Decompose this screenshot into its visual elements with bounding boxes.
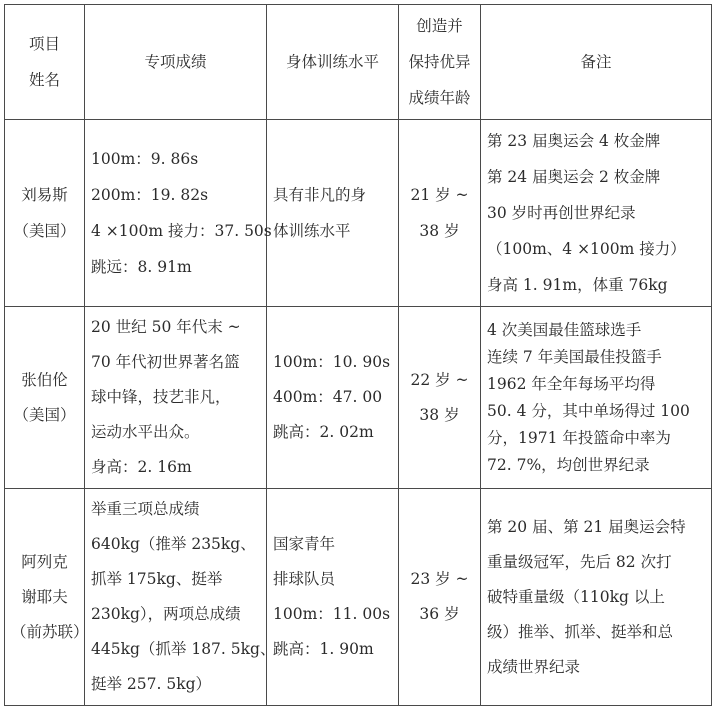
name-cell [5,307,85,489]
cell-text: 72. 7%，均创世界纪录 [487,455,650,474]
training-cell [267,307,399,489]
achievement-cell [85,120,272,307]
age-cell [399,120,481,307]
cell-text: 20 世纪 50 年代末 ~ [91,318,241,336]
cell-text: 50. 4 分，其中单场得过 100 [487,401,690,420]
cell-text: 30 岁时再创世界纪录 [487,204,636,222]
cell-text: 分，1971 年投篮命中率为 [487,428,671,447]
athlete-table [4,4,712,706]
cell-text: 体训练水平 [273,222,351,240]
notes-cell [481,120,712,307]
header-achievement [85,5,267,120]
cell-text: 国家青年 [273,535,336,553]
cell-text: 21 岁 ~ [410,186,469,204]
header-text: 姓名 [28,71,60,89]
cell-text: 运动水平出众。 [91,423,200,441]
cell-text: 连续 7 年美国最佳投篮手 [487,347,662,366]
header-text: 项目 [28,35,60,53]
age-cell [399,489,481,706]
cell-text: 1962 年全年每场平均得 [487,374,656,393]
achievement-cell [85,489,276,706]
cell-text: 70 年代初世界著名篮 [91,353,240,371]
cell-text: 挺举 257. 5kg） [91,675,212,693]
cell-text: 38 岁 [419,222,460,240]
header-text: 保持优异 [408,53,471,71]
header-text: 专项成绩 [144,53,207,71]
cell-text: 第 23 届奥运会 4 枚金牌 [487,132,661,150]
cell-text: 具有非凡的身 [273,186,367,204]
cell-text: 球中锋，技艺非凡， [91,388,231,406]
cell-text: （美国） [13,222,76,240]
cell-text: （前苏联） [11,622,89,641]
cell-text: 200m：19. 82s [91,186,209,204]
header-text: 创造并 [416,17,463,35]
cell-text: 张伯伦 [21,370,68,389]
cell-text: 跳高：1. 90m [273,640,374,658]
cell-text: 100m：9. 86s [91,150,199,168]
table-row [5,489,712,706]
cell-text: 刘易斯 [21,186,68,204]
cell-text: 谢耶夫 [21,587,68,606]
name-cell [5,120,85,307]
training-cell [267,489,399,706]
name-cell [5,489,89,706]
cell-text: 第 20 届、第 21 届奥运会特 [487,517,686,536]
cell-text: 抓举 175kg、挺举 [91,570,223,588]
cell-text: 第 24 届奥运会 2 枚金牌 [487,168,661,186]
header-name [5,5,85,120]
cell-text: 100m：11. 00s [273,605,391,623]
header-text: 成绩年龄 [408,89,471,107]
training-cell [267,120,399,307]
header-notes [481,5,712,120]
cell-text: 400m：47. 00 [273,388,383,406]
header-age [399,5,481,120]
cell-text: 445kg（抓举 187. 5kg、 [91,640,276,658]
cell-text: 38 岁 [419,405,460,424]
cell-text: 100m：10. 90s [273,353,391,371]
cell-text: 身高：2. 16m [91,458,192,476]
cell-text: 重量级冠军，先后 82 次打 [487,552,672,571]
table-row [5,120,712,307]
table-row [5,307,712,489]
age-cell [399,307,481,489]
header-training [267,5,399,120]
cell-text: 23 岁 ~ [410,570,469,588]
cell-text: 破特重量级（110kg 以上 [487,587,665,606]
cell-text: 跳远：8. 91m [91,258,192,276]
cell-text: （美国） [13,405,76,424]
cell-text: 级）推举、抓举、挺举和总 [487,622,674,641]
cell-text: 跳高：2. 02m [273,423,374,441]
cell-text: 阿列克 [21,552,68,571]
header-text: 身体训练水平 [285,53,379,71]
cell-text: 4 次美国最佳篮球选手 [487,320,642,339]
cell-text: 举重三项总成绩 [91,500,200,518]
cell-text: 640kg（推举 235kg、 [91,535,256,553]
cell-text: 成绩世界纪录 [487,657,581,676]
achievement-cell [85,307,267,489]
header-text: 备注 [580,53,612,71]
notes-cell [481,489,712,706]
cell-text: 22 岁 ~ [410,370,469,389]
cell-text: 36 岁 [419,605,460,623]
cell-text: 4 ×100m 接力：37. 50s [91,222,272,240]
cell-text: 排球队员 [273,570,336,588]
cell-text: 230kg），两项总成绩 [91,605,241,623]
cell-text: （100m、4 ×100m 接力） [487,240,686,258]
cell-text: 身高 1. 91m，体重 76kg [487,276,668,294]
notes-cell [481,307,712,489]
header-row [5,5,712,120]
